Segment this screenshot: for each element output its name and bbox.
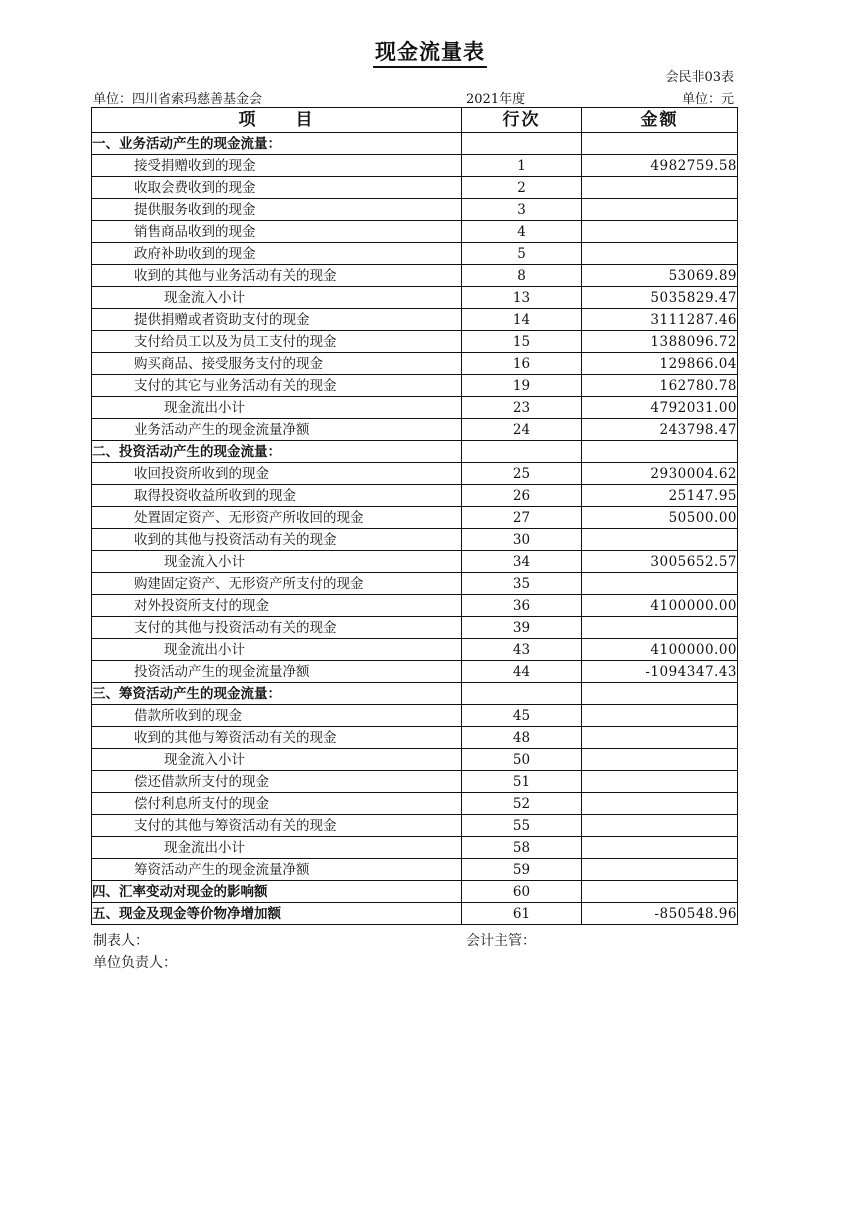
row-amount: 5035829.47 bbox=[582, 287, 738, 309]
table-row bbox=[92, 727, 738, 749]
row-amount bbox=[582, 705, 738, 727]
row-line-number: 43 bbox=[462, 639, 582, 661]
table-row bbox=[92, 287, 738, 309]
row-amount: 1388096.72 bbox=[582, 331, 738, 353]
table-row bbox=[92, 485, 738, 507]
row-amount: 4982759.58 bbox=[582, 155, 738, 177]
table-row bbox=[92, 859, 738, 881]
row-item-label: 处置固定资产、无形资产所收回的现金 bbox=[92, 507, 462, 529]
row-item-label: 一、业务活动产生的现金流量： bbox=[92, 133, 462, 155]
table-row bbox=[92, 705, 738, 727]
row-item-label: 现金流出小计 bbox=[92, 397, 462, 419]
row-amount bbox=[582, 133, 738, 155]
row-line-number: 48 bbox=[462, 727, 582, 749]
title-text: 现金流量表 bbox=[373, 39, 487, 68]
row-item-label: 现金流出小计 bbox=[92, 837, 462, 859]
row-item-label: 借款所收到的现金 bbox=[92, 705, 462, 727]
row-item-label: 接受捐赠收到的现金 bbox=[92, 155, 462, 177]
table-row bbox=[92, 551, 738, 573]
table-row bbox=[92, 441, 738, 463]
row-line-number bbox=[462, 133, 582, 155]
table-row bbox=[92, 793, 738, 815]
row-line-number: 44 bbox=[462, 661, 582, 683]
row-line-number: 52 bbox=[462, 793, 582, 815]
row-line-number: 16 bbox=[462, 353, 582, 375]
row-amount: 4792031.00 bbox=[582, 397, 738, 419]
row-amount: 4100000.00 bbox=[582, 639, 738, 661]
page-title bbox=[0, 36, 860, 66]
row-line-number: 59 bbox=[462, 859, 582, 881]
row-line-number: 36 bbox=[462, 595, 582, 617]
row-line-number: 15 bbox=[462, 331, 582, 353]
row-amount bbox=[582, 617, 738, 639]
row-item-label: 偿付利息所支付的现金 bbox=[92, 793, 462, 815]
row-amount bbox=[582, 881, 738, 903]
row-line-number: 35 bbox=[462, 573, 582, 595]
row-amount: 53069.89 bbox=[582, 265, 738, 287]
row-amount: 50500.00 bbox=[582, 507, 738, 529]
row-amount bbox=[582, 859, 738, 881]
organization-label: 单位：四川省索玛慈善基金会 bbox=[93, 92, 263, 107]
row-line-number: 27 bbox=[462, 507, 582, 529]
table-row bbox=[92, 331, 738, 353]
row-item-label: 偿还借款所支付的现金 bbox=[92, 771, 462, 793]
row-line-number: 3 bbox=[462, 199, 582, 221]
table-row bbox=[92, 353, 738, 375]
row-amount: 129866.04 bbox=[582, 353, 738, 375]
row-item-label: 收回投资所收到的现金 bbox=[92, 463, 462, 485]
row-item-label: 二、投资活动产生的现金流量： bbox=[92, 441, 462, 463]
row-amount bbox=[582, 771, 738, 793]
row-item-label: 现金流入小计 bbox=[92, 749, 462, 771]
row-item-label: 筹资活动产生的现金流量净额 bbox=[92, 859, 462, 881]
row-item-label: 支付的其他与筹资活动有关的现金 bbox=[92, 815, 462, 837]
row-item-label: 收到的其他与投资活动有关的现金 bbox=[92, 529, 462, 551]
row-item-label: 购建固定资产、无形资产所支付的现金 bbox=[92, 573, 462, 595]
row-line-number: 4 bbox=[462, 221, 582, 243]
table-row bbox=[92, 573, 738, 595]
row-amount bbox=[582, 749, 738, 771]
table-row bbox=[92, 749, 738, 771]
row-amount: 162780.78 bbox=[582, 375, 738, 397]
row-line-number: 13 bbox=[462, 287, 582, 309]
row-item-label: 支付的其他与投资活动有关的现金 bbox=[92, 617, 462, 639]
row-item-label: 现金流入小计 bbox=[92, 287, 462, 309]
row-item-label: 现金流出小计 bbox=[92, 639, 462, 661]
row-line-number: 2 bbox=[462, 177, 582, 199]
table-row bbox=[92, 595, 738, 617]
table-row bbox=[92, 221, 738, 243]
row-line-number: 30 bbox=[462, 529, 582, 551]
table-body bbox=[92, 133, 738, 925]
row-line-number: 60 bbox=[462, 881, 582, 903]
table-row bbox=[92, 881, 738, 903]
row-amount bbox=[582, 199, 738, 221]
row-line-number: 5 bbox=[462, 243, 582, 265]
table-row bbox=[92, 375, 738, 397]
row-amount bbox=[582, 243, 738, 265]
row-item-label: 支付的其它与业务活动有关的现金 bbox=[92, 375, 462, 397]
row-item-label: 四、汇率变动对现金的影响额 bbox=[92, 881, 462, 903]
table-header-row bbox=[92, 108, 738, 133]
row-line-number: 24 bbox=[462, 419, 582, 441]
table-row bbox=[92, 815, 738, 837]
row-item-label: 收取会费收到的现金 bbox=[92, 177, 462, 199]
row-amount: 3005652.57 bbox=[582, 551, 738, 573]
row-line-number: 55 bbox=[462, 815, 582, 837]
header-line-no: 行次 bbox=[462, 108, 582, 133]
table-row bbox=[92, 133, 738, 155]
row-item-label: 现金流入小计 bbox=[92, 551, 462, 573]
row-line-number bbox=[462, 683, 582, 705]
row-amount: 4100000.00 bbox=[582, 595, 738, 617]
header-item: 项 目 bbox=[92, 108, 462, 133]
row-line-number: 1 bbox=[462, 155, 582, 177]
row-line-number: 45 bbox=[462, 705, 582, 727]
row-amount: 25147.95 bbox=[582, 485, 738, 507]
table-row bbox=[92, 903, 738, 925]
row-item-label: 提供捐赠或者资助支付的现金 bbox=[92, 309, 462, 331]
table-row bbox=[92, 155, 738, 177]
row-line-number: 51 bbox=[462, 771, 582, 793]
table-row bbox=[92, 463, 738, 485]
table-row bbox=[92, 177, 738, 199]
row-line-number: 23 bbox=[462, 397, 582, 419]
table-row bbox=[92, 507, 738, 529]
table-row bbox=[92, 199, 738, 221]
cash-flow-table bbox=[91, 107, 738, 925]
row-line-number: 61 bbox=[462, 903, 582, 925]
row-amount bbox=[582, 177, 738, 199]
table-row bbox=[92, 419, 738, 441]
table-row bbox=[92, 837, 738, 859]
table-row bbox=[92, 309, 738, 331]
row-amount bbox=[582, 529, 738, 551]
table-row bbox=[92, 639, 738, 661]
row-amount bbox=[582, 573, 738, 595]
fiscal-year: 2021年度 bbox=[466, 92, 526, 107]
row-item-label: 政府补助收到的现金 bbox=[92, 243, 462, 265]
row-line-number bbox=[462, 441, 582, 463]
table-row bbox=[92, 397, 738, 419]
row-line-number: 8 bbox=[462, 265, 582, 287]
row-amount bbox=[582, 683, 738, 705]
row-amount: 2930004.62 bbox=[582, 463, 738, 485]
row-item-label: 三、筹资活动产生的现金流量： bbox=[92, 683, 462, 705]
table-row bbox=[92, 683, 738, 705]
row-line-number: 34 bbox=[462, 551, 582, 573]
row-amount bbox=[582, 793, 738, 815]
currency-unit: 单位：元 bbox=[681, 92, 734, 107]
row-amount: 243798.47 bbox=[582, 419, 738, 441]
table-row bbox=[92, 771, 738, 793]
unit-head-label: 单位负责人： bbox=[93, 955, 177, 971]
table-row bbox=[92, 617, 738, 639]
row-line-number: 58 bbox=[462, 837, 582, 859]
row-amount: -1094347.43 bbox=[582, 661, 738, 683]
row-amount bbox=[582, 815, 738, 837]
row-amount bbox=[582, 727, 738, 749]
row-amount: 3111287.46 bbox=[582, 309, 738, 331]
row-item-label: 业务活动产生的现金流量净额 bbox=[92, 419, 462, 441]
accountant-label: 会计主管： bbox=[466, 933, 536, 949]
row-item-label: 收到的其他与业务活动有关的现金 bbox=[92, 265, 462, 287]
row-amount bbox=[582, 837, 738, 859]
row-amount bbox=[582, 221, 738, 243]
row-line-number: 25 bbox=[462, 463, 582, 485]
table-row bbox=[92, 661, 738, 683]
row-item-label: 投资活动产生的现金流量净额 bbox=[92, 661, 462, 683]
row-item-label: 支付给员工以及为员工支付的现金 bbox=[92, 331, 462, 353]
row-line-number: 19 bbox=[462, 375, 582, 397]
row-item-label: 取得投资收益所收到的现金 bbox=[92, 485, 462, 507]
row-item-label: 提供服务收到的现金 bbox=[92, 199, 462, 221]
row-line-number: 26 bbox=[462, 485, 582, 507]
row-item-label: 购买商品、接受服务支付的现金 bbox=[92, 353, 462, 375]
header-amount: 金额 bbox=[582, 108, 738, 133]
row-line-number: 50 bbox=[462, 749, 582, 771]
row-amount: -850548.96 bbox=[582, 903, 738, 925]
row-item-label: 收到的其他与筹资活动有关的现金 bbox=[92, 727, 462, 749]
row-item-label: 销售商品收到的现金 bbox=[92, 221, 462, 243]
table-row bbox=[92, 529, 738, 551]
row-line-number: 39 bbox=[462, 617, 582, 639]
table-row bbox=[92, 265, 738, 287]
row-line-number: 14 bbox=[462, 309, 582, 331]
row-item-label: 对外投资所支付的现金 bbox=[92, 595, 462, 617]
row-amount bbox=[582, 441, 738, 463]
row-item-label: 五、现金及现金等价物净增加额 bbox=[92, 903, 462, 925]
table-row bbox=[92, 243, 738, 265]
form-code: 会民非03表 bbox=[665, 70, 734, 85]
preparer-label: 制表人： bbox=[93, 933, 149, 949]
